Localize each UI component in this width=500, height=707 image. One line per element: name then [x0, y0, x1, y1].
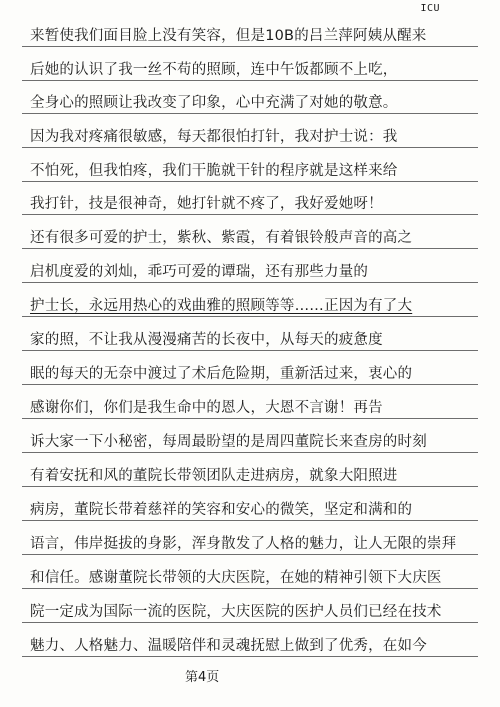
ruled-line	[22, 113, 478, 114]
letter-line: 后她的认识了我一丝不苟的照顾，连中午饭都顾不上吃，	[30, 62, 398, 78]
ruled-line	[22, 350, 478, 351]
letter-line: 和信任。感谢董院长带领的大庆医院，在她的精神引领下大庆医	[30, 570, 442, 586]
ruled-line	[22, 316, 478, 317]
icu-note: ICU	[420, 3, 440, 14]
ruled-line	[22, 46, 478, 47]
ruled-line	[22, 248, 478, 249]
ruled-line	[22, 554, 478, 555]
ruled-line	[22, 282, 478, 283]
letter-line: 启机度爱的刘灿，乖巧可爱的谭瑞，还有那些力量的	[30, 264, 369, 280]
ruled-line	[22, 80, 478, 81]
letter-line: 眠的每天的无奈中渡过了术后危险期，重新活过来，衷心的	[30, 366, 413, 382]
letter-line: 来暂使我们面目脸上没有笑容，但是10B的吕兰萍阿姨从醒来	[30, 28, 427, 44]
ruled-line	[22, 520, 478, 521]
ruled-line	[22, 384, 478, 385]
letter-line: 诉大家一下小秘密，每周最盼望的是周四董院长来查房的时刻	[30, 434, 427, 450]
letter-line: 我打针，技是很神奇，她打针就不疼了，我好爱她呀！	[30, 196, 383, 212]
ruled-line	[22, 418, 478, 419]
letter-line: 病房，董院长带着慈祥的笑容和安心的微笑，坚定和满和的	[30, 502, 413, 518]
letter-line: 家的照，不让我从漫漫痛苦的长夜中，从每天的疲惫度	[30, 332, 383, 348]
letter-line: 因为我对疼痛很敏感，每天都很怕打针，我对护士说：我	[30, 129, 398, 145]
letter-line: 感谢你们，你们是我生命中的恩人，大恩不言谢！再告	[30, 400, 383, 416]
ruled-line	[22, 486, 478, 487]
letter-line: 魅力、人格魅力、温暖陪伴和灵魂抚慰上做到了优秀，在如今	[30, 638, 427, 654]
ruled-line	[22, 147, 478, 148]
letter-line: 护士长，永远用热心的戏曲雅的照顾等等……正因为有了大	[30, 298, 413, 314]
ruled-line	[22, 656, 478, 657]
ruled-line	[22, 622, 478, 623]
ruled-line	[22, 214, 478, 215]
letter-line: 全身心的照顾让我改变了印象，心中充满了对她的敬意。	[30, 95, 398, 111]
letter-line: 院一定成为国际一流的医院，大庆医院的医护人员们已经在技术	[30, 604, 442, 620]
ruled-line	[22, 452, 478, 453]
letter-line: 还有很多可爱的护士，紫秋、紫霞，有着银铃般声音的高之	[30, 230, 413, 246]
letter-line: 有着安抚和风的董院长带领团队走进病房，就象大阳照进	[30, 468, 398, 484]
ruled-line	[22, 588, 478, 589]
ruled-line	[22, 181, 478, 182]
letter-line: 不怕死，但我怕疼，我们干脆就干针的程序就是这样来给	[30, 163, 398, 179]
page-number: 第4页	[185, 670, 220, 685]
letter-line: 语言，伟岸挺拔的身影，浑身散发了人格的魅力，让人无限的崇拜	[30, 536, 457, 552]
